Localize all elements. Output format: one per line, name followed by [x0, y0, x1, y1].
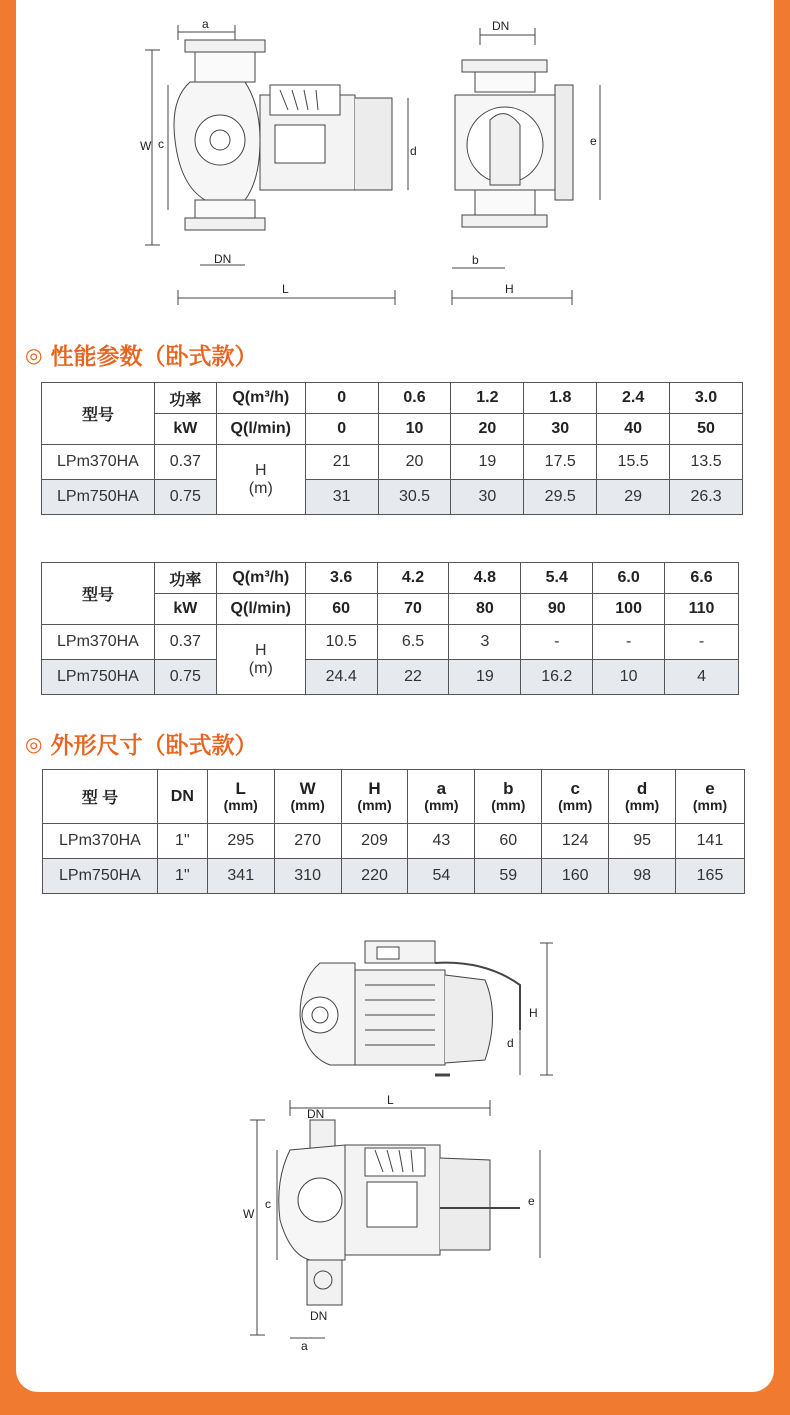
q-m3h-value: 3.0: [670, 383, 743, 414]
q-lmin-value: 80: [449, 594, 521, 625]
dim-label-w: W: [243, 1207, 255, 1221]
head-unit: (m): [248, 479, 273, 497]
q-lmin-value: 50: [670, 414, 743, 445]
q-m3h-value: 1.2: [451, 383, 524, 414]
head-value: 13.5: [670, 445, 743, 480]
head-value: 19: [449, 660, 521, 695]
dim-value: 95: [609, 824, 676, 859]
pump-front-view-drawing: [130, 10, 420, 305]
q-m3h-value: 2.4: [597, 383, 670, 414]
dim-value: 220: [341, 859, 408, 894]
head-value: 29: [597, 480, 670, 515]
head-value: 6.5: [377, 625, 449, 660]
head-label: H: [254, 461, 267, 479]
power-cell: 0.37: [154, 625, 216, 660]
head-value: 10: [593, 660, 665, 695]
table-row: [43, 859, 745, 894]
dim-value: 54: [408, 859, 475, 894]
dim-label-b: b: [472, 253, 479, 267]
head-value: 30.5: [378, 480, 451, 515]
dim-value: 209: [341, 824, 408, 859]
head-value: -: [593, 625, 665, 660]
dim-value: 98: [609, 859, 676, 894]
head-label-cell: [216, 445, 305, 515]
dim-header-b: b (mm): [475, 770, 542, 824]
section-title-performance: [25, 338, 257, 371]
model-cell: LPm370HA: [43, 824, 158, 859]
dim-label-d: d: [410, 144, 417, 158]
q-lmin-value: 100: [593, 594, 665, 625]
dim-header-l: L (mm): [207, 770, 274, 824]
head-value: 20: [378, 445, 451, 480]
dim-header-d: d (mm): [609, 770, 676, 824]
dim-label-e: e: [590, 134, 597, 148]
q-m3h-value: 3.6: [305, 563, 377, 594]
head-label: H: [254, 641, 267, 659]
q-lmin-value: 10: [378, 414, 451, 445]
q-lmin-label: Q(l/min): [216, 594, 305, 625]
head-value: 30: [451, 480, 524, 515]
head-label-cell: [216, 625, 305, 695]
head-value: 19: [451, 445, 524, 480]
table-row: [42, 445, 743, 480]
head-value: 21: [305, 445, 378, 480]
dim-header-w: W (mm): [274, 770, 341, 824]
head-value: 3: [449, 625, 521, 660]
head-value: 10.5: [305, 625, 377, 660]
dim-value: 341: [207, 859, 274, 894]
power-cell: 0.37: [154, 445, 216, 480]
head-unit: (m): [248, 659, 273, 677]
model-header: 型 号: [43, 770, 158, 824]
dim-value: 295: [207, 824, 274, 859]
dim-header-c: c (mm): [542, 770, 609, 824]
dim-header-h: H (mm): [341, 770, 408, 824]
pump-side-view-drawing: [440, 10, 610, 305]
dim-value: 165: [676, 859, 745, 894]
head-value: 29.5: [524, 480, 597, 515]
model-cell: LPm750HA: [42, 480, 155, 515]
dim-header-e: e (mm): [676, 770, 745, 824]
q-lmin-value: 110: [665, 594, 739, 625]
dim-label-d: d: [507, 1036, 514, 1050]
dim-label-h: H: [505, 282, 514, 296]
q-lmin-value: 90: [521, 594, 593, 625]
dim-label-w: W: [140, 139, 152, 153]
table-row: [43, 824, 745, 859]
pump-horizontal-side-drawing: [285, 935, 555, 1085]
circle-bullet-icon: ◎: [25, 342, 43, 367]
head-value: -: [521, 625, 593, 660]
head-value: 16.2: [521, 660, 593, 695]
power-header: 功率: [154, 383, 216, 414]
dim-value: 59: [475, 859, 542, 894]
q-lmin-value: 0: [305, 414, 378, 445]
section-title-text: 性能参数（卧式款）: [50, 344, 258, 370]
head-value: 22: [377, 660, 449, 695]
q-m3h-value: 6.0: [593, 563, 665, 594]
q-m3h-value: 5.4: [521, 563, 593, 594]
power-unit: kW: [154, 414, 216, 445]
q-lmin-label: Q(l/min): [216, 414, 305, 445]
pump-horizontal-top-drawing: [235, 1090, 555, 1355]
q-m3h-value: 1.8: [524, 383, 597, 414]
section-title-dimensions: [25, 727, 257, 760]
q-lmin-value: 40: [597, 414, 670, 445]
q-m3h-value: 4.2: [377, 563, 449, 594]
head-value: 15.5: [597, 445, 670, 480]
q-m3h-value: 6.6: [665, 563, 739, 594]
dim-label-h: H: [529, 1006, 538, 1020]
head-value: 31: [305, 480, 378, 515]
model-cell: LPm750HA: [43, 859, 158, 894]
head-value: 4: [665, 660, 739, 695]
q-lmin-value: 20: [451, 414, 524, 445]
model-cell: LPm750HA: [42, 660, 155, 695]
head-value: 24.4: [305, 660, 377, 695]
dim-label-dn-top: DN: [492, 19, 510, 33]
q-m3h-value: 0: [305, 383, 378, 414]
q-m3h-value: 4.8: [449, 563, 521, 594]
q-m3h-label: Q(m³/h): [216, 383, 305, 414]
model-cell: LPm370HA: [42, 625, 155, 660]
model-header: 型号: [42, 383, 155, 445]
table-row: [42, 660, 739, 695]
model-cell: LPm370HA: [42, 445, 155, 480]
table-row: [42, 625, 739, 660]
model-header: 型号: [42, 563, 155, 625]
dim-value: 141: [676, 824, 745, 859]
head-value: 17.5: [524, 445, 597, 480]
performance-table-1: [41, 382, 743, 515]
dim-label-a: a: [301, 1339, 308, 1353]
power-cell: 0.75: [154, 660, 216, 695]
dn-header: DN: [157, 770, 207, 824]
table-row: [42, 480, 743, 515]
power-header: 功率: [154, 563, 216, 594]
dim-value: 60: [475, 824, 542, 859]
dim-value: 270: [274, 824, 341, 859]
head-value: 26.3: [670, 480, 743, 515]
q-lmin-value: 60: [305, 594, 377, 625]
q-lmin-value: 70: [377, 594, 449, 625]
dim-label-dn-bottom: DN: [310, 1309, 328, 1323]
section-title-text: 外形尺寸（卧式款）: [50, 733, 258, 759]
dim-label-c: c: [265, 1197, 271, 1211]
head-value: -: [665, 625, 739, 660]
dimension-table: [42, 769, 745, 894]
dim-header-a: a (mm): [408, 770, 475, 824]
q-m3h-value: 0.6: [378, 383, 451, 414]
dim-value: 310: [274, 859, 341, 894]
dim-value: 43: [408, 824, 475, 859]
circle-bullet-icon: ◎: [25, 731, 43, 756]
dim-value: 124: [542, 824, 609, 859]
performance-table-2: [41, 562, 739, 695]
dim-label-l: L: [282, 282, 289, 296]
power-cell: 0.75: [154, 480, 216, 515]
q-lmin-value: 30: [524, 414, 597, 445]
dim-value: 160: [542, 859, 609, 894]
dim-label-e: e: [528, 1194, 535, 1208]
dim-label-dn-bottom: DN: [214, 252, 232, 266]
dim-label-a: a: [202, 17, 209, 31]
power-unit: kW: [154, 594, 216, 625]
dn-cell: 1": [157, 859, 207, 894]
dim-label-dn-top: DN: [307, 1107, 325, 1121]
dn-cell: 1": [157, 824, 207, 859]
dim-label-c: c: [158, 137, 164, 151]
dim-label-l: L: [387, 1093, 394, 1107]
q-m3h-label: Q(m³/h): [216, 563, 305, 594]
